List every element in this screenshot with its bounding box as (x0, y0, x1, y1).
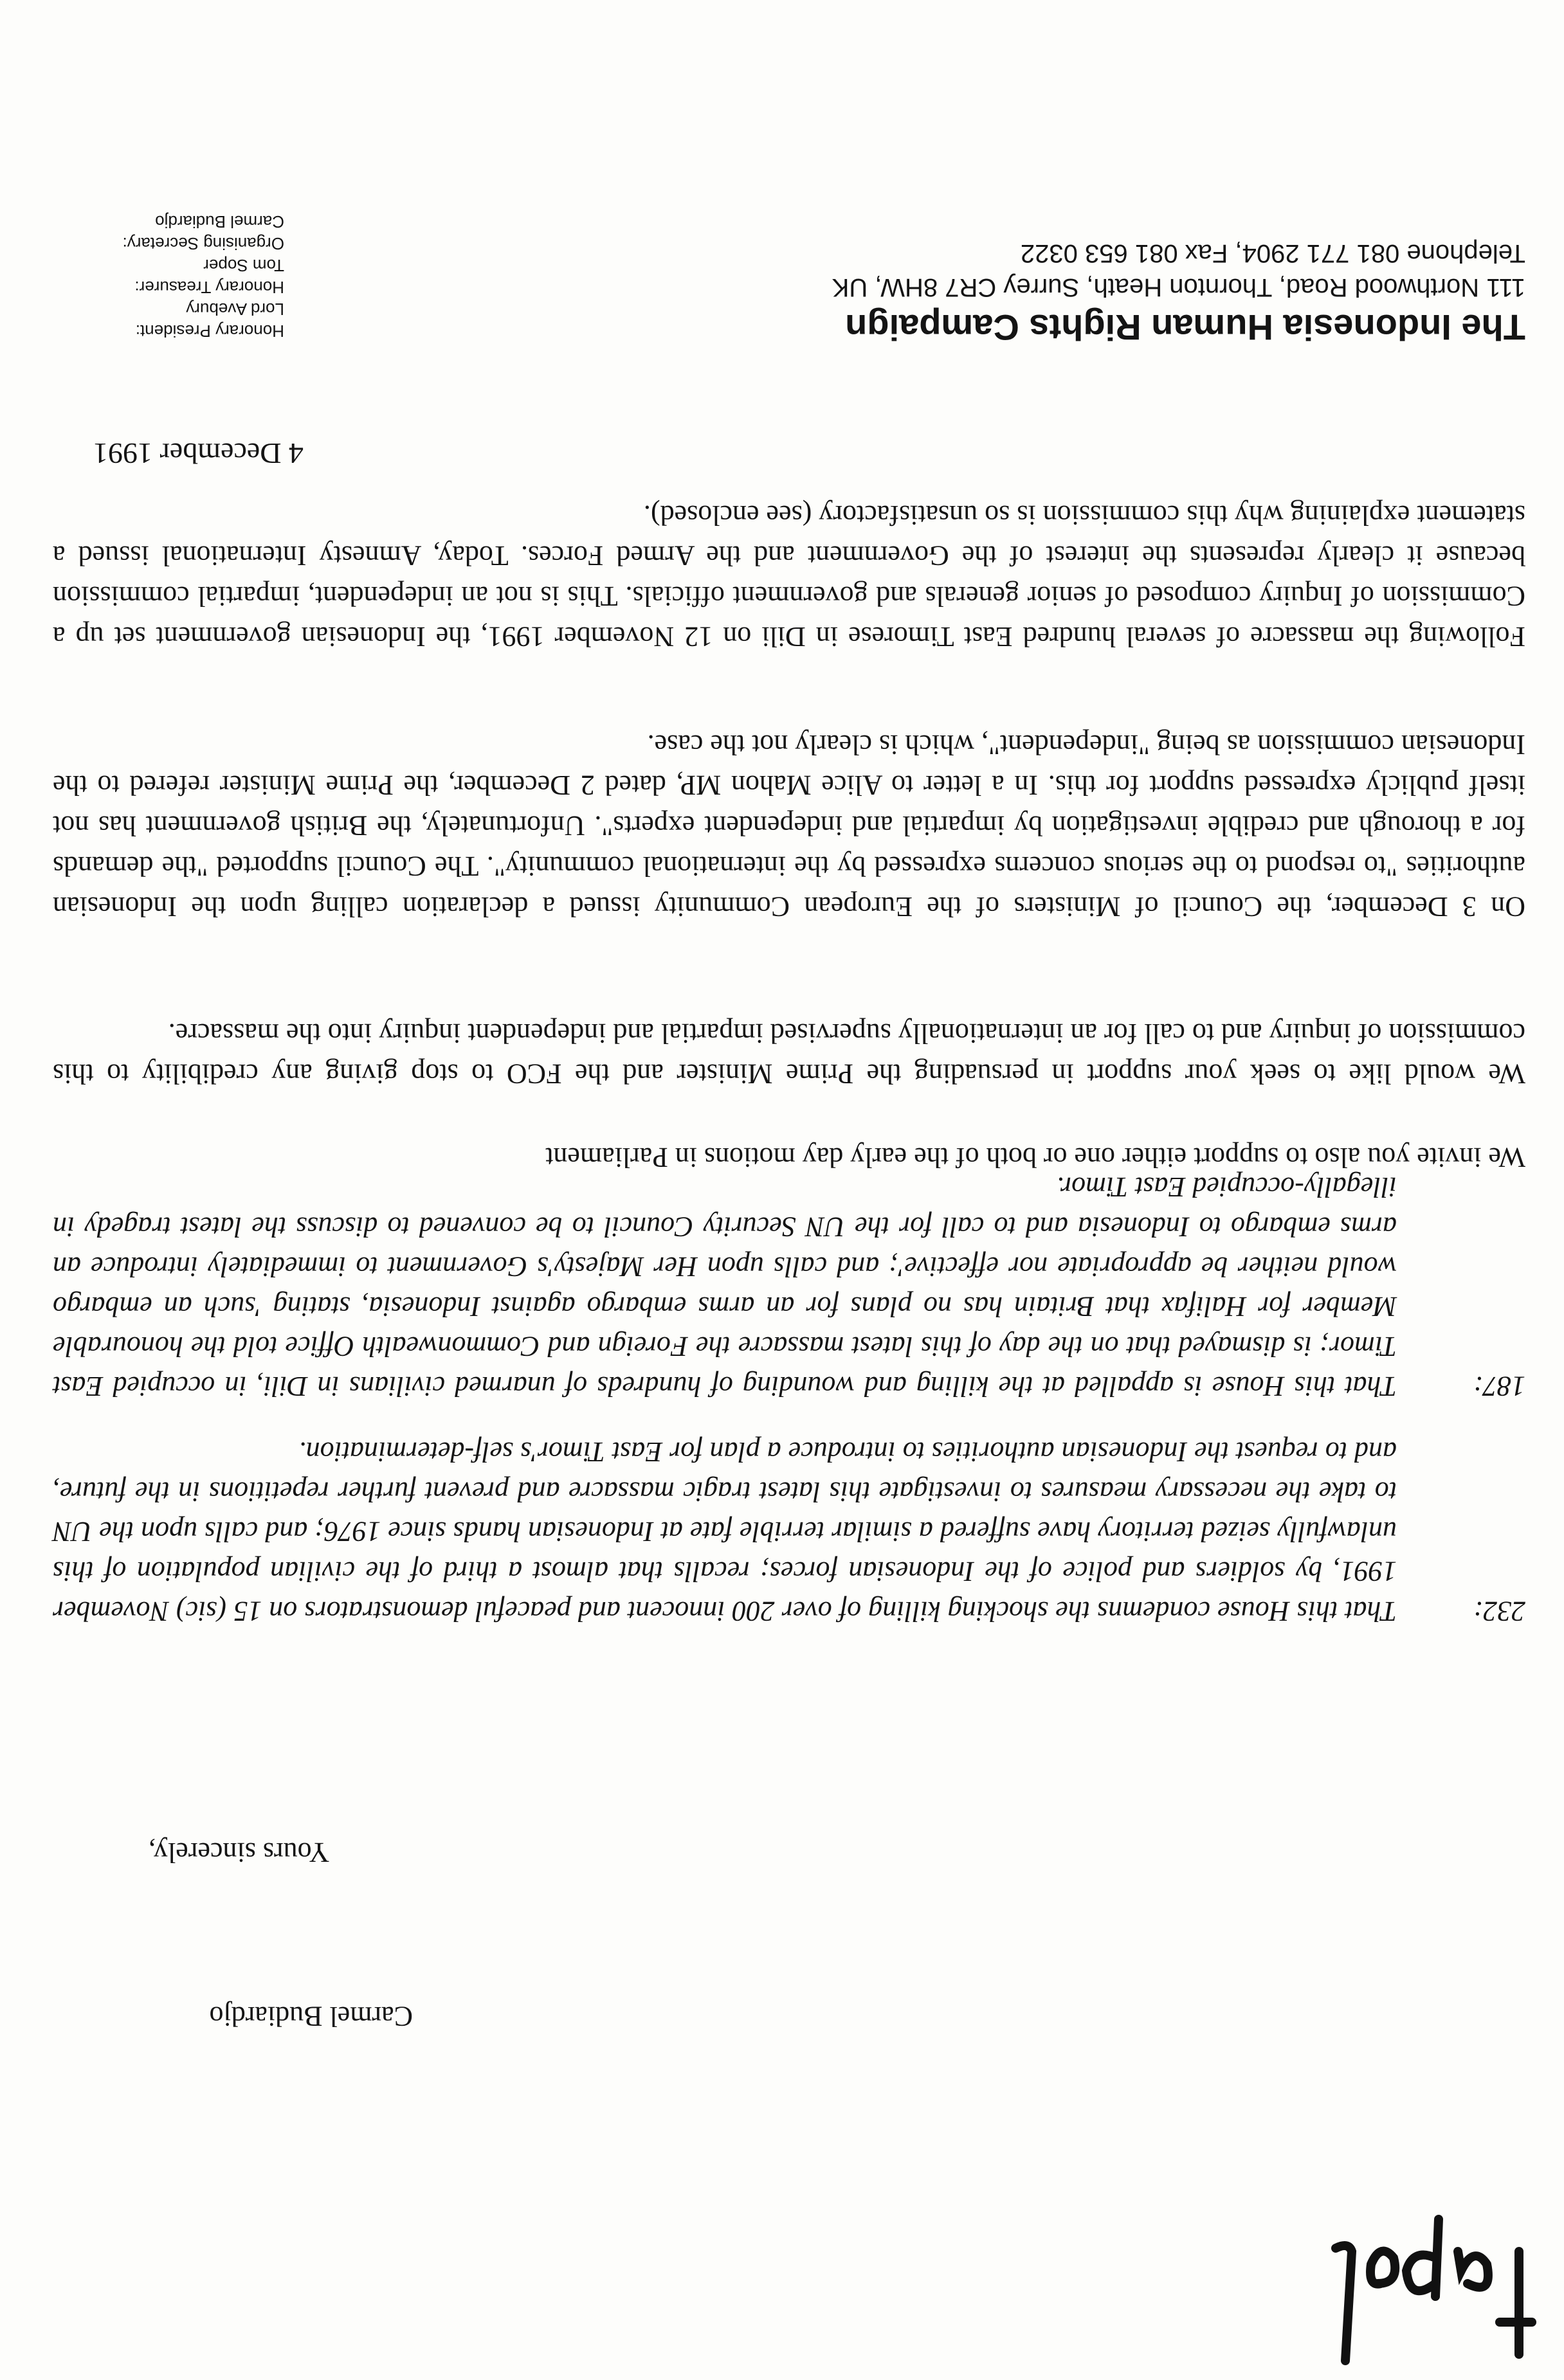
tapol-logo (1313, 2213, 1545, 2380)
letter-date: 4 December 1991 (93, 437, 304, 470)
motion-number: 187: (1473, 1371, 1525, 1402)
officer-name: Carmel Budiardjo (155, 212, 284, 231)
motion-232 (53, 1432, 1525, 1631)
closing-salutation: Yours sincerely, (148, 1837, 329, 1868)
officer-name: Lord Avebury (186, 300, 284, 319)
paragraph-massacre: Following the massacre of several hundred East Timorese in Dili on 12 November 1991, the Indonesian government set up a Commission of Inquiry composed of senior generals and government officials. This is not an independent, impartial commission because it clearly represents the interest of the Government and the Armed Forces. Today, Amnesty International issued a statement explaining why this commission is so unsatisfactory (see enclosed). (53, 500, 1525, 653)
motion-187 (53, 1167, 1525, 1406)
officer-role: Honorary Treasurer: (134, 278, 284, 297)
organization-name: The Indonesia Human Rights Campaign (845, 307, 1525, 348)
officer-role: Honorary President: (135, 321, 284, 341)
officer-role: Organising Secretary: (122, 234, 284, 253)
paragraph-support-request: We would like to seek your support in persuading the Prime Minister and the FCO to stop giving any credibility to this commission of inquiry and to call for an internationally supervised impartial and independent inquiry into the massacre. (53, 1018, 1525, 1090)
motion-text: That this House condemns the shocking killing of over 200 innocent and peaceful demonstrators on 15 (sic) November 1991, by soldiers and police of the Indonesian forces; recalls that almost a third of the civilian population of this unlawfully seized territory have suffered a similar terrible fate at Indonesian hands since 1976; and calls upon the UN to take the necessary measures to investigate this latest tragic massacre and prevent further repetitions in the future, and to request the Indonesian authorities to introduce a plan for East Timor's self-determination. (53, 1436, 1397, 1627)
motion-text: That this House is appalled at the killing and wounding of hundreds of unarmed civilians in Dili, in occupied East Timor; is dismayed that on the day of this latest massacre the Foreign and Commonwealth Office told the honourable Member for Halifax that Britain has no plans for an arms embargo against Indonesia, stating 'such an embargo would neither be appropriate nor effective'; and calls upon Her Majesty's Government to immediately introduce an arms embargo to Indonesia and to call for the UN Security Council to be convened to discuss the latest tragedy in illegally-occupied East Timor. (53, 1171, 1397, 1402)
address: 111 Northwood Road, Thornton Heath, Surrey CR7 8HW, UK (832, 273, 1525, 302)
motion-number: 232: (1473, 1596, 1525, 1627)
officer-name: Tom Soper (203, 256, 284, 275)
paragraph-ec-declaration: On 3 December, the Council of Ministers of the European Community issued a declaration calling upon the Indonesian authorities "to respond to the serious concerns expressed by the international community". The Council supported "the demands for a thorough and credible investigation by impartial and independent experts". Unfortunately, the British government has not itself publicly expressed support for this. In a letter to Alice Mahon MP, dated 2 December, the Prime Minister refered to the Indonesian commission as being "independent", which is clearly not the case. (53, 729, 1525, 923)
telephone: Telephone 081 771 2904, Fax 081 653 0322 (1020, 239, 1525, 267)
letterhead (625, 239, 1525, 348)
officers-list (14, 211, 284, 342)
signatory-name: Carmel Budiardjo (209, 2001, 413, 2032)
paragraph-motions-invite: We invite you also to support either one or both of the early day motions in Parliament (545, 1142, 1525, 1173)
